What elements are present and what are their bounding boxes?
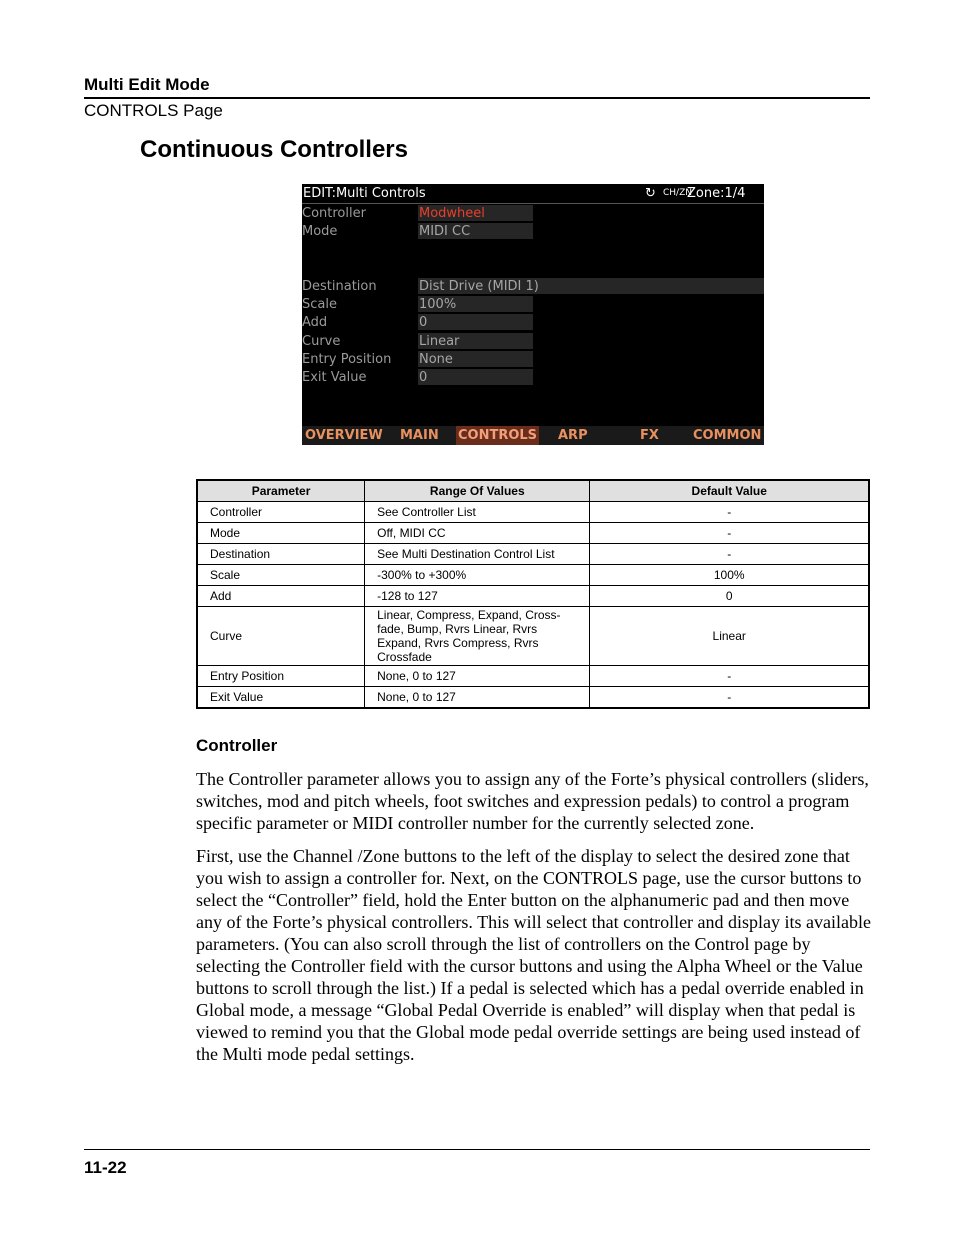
lcd-value: Modwheel bbox=[418, 205, 533, 221]
lcd-label: Mode bbox=[302, 224, 338, 239]
footer-divider bbox=[84, 1149, 870, 1150]
table-cell: Linear, Compress, Expand, Cross-fade, Bump, Rvrs Linear, Rvrs Expand, Rvrs Compress, Rvrs Crossfade bbox=[365, 607, 590, 666]
lcd-label: Add bbox=[302, 315, 328, 330]
table-cell: See Controller List bbox=[365, 502, 590, 523]
column-header: Parameter bbox=[197, 480, 365, 502]
table-cell: None, 0 to 127 bbox=[365, 666, 590, 687]
tab-fx: FX bbox=[640, 428, 659, 443]
table-cell: Mode bbox=[197, 523, 365, 544]
lcd-value: 100% bbox=[418, 296, 533, 312]
paragraph: First, use the Channel /Zone buttons to the left of the display to select the desired zone that you wish to assign a controller for. Next, on the CONTROLS page, use the cursor buttons to select the “Controller” field, hold the Enter button on the alphanumeric pad and then move any of the Forte’s physical controllers. This will select that controller and display its available parameters. (You can also scroll through the list of controllers on the Control page by selecting the Controller field with the cursor buttons and using the Alpha Wheel or the Value buttons to scroll through the list.) If a pedal is selected which has a pedal override enabled in Global mode, a message “Global Pedal Override is enabled” will display when that pedal is viewed to remind you that the Global mode pedal override settings are being used instead of the Multi mode pedal settings. bbox=[196, 846, 871, 1064]
table-cell: -300% to +300% bbox=[365, 565, 590, 586]
table-cell: -128 to 127 bbox=[365, 586, 590, 607]
chapter-title: Multi Edit Mode bbox=[84, 75, 210, 94]
table-row bbox=[197, 502, 869, 523]
lcd-label: Entry Position bbox=[302, 352, 392, 367]
table-cell: Exit Value bbox=[197, 687, 365, 709]
table-cell: Linear bbox=[590, 607, 869, 666]
table-cell: - bbox=[590, 523, 869, 544]
table-row bbox=[197, 565, 869, 586]
parameter-table bbox=[196, 479, 870, 709]
table-cell: Scale bbox=[197, 565, 365, 586]
table-row bbox=[197, 607, 869, 666]
table-row bbox=[197, 666, 869, 687]
table-cell: See Multi Destination Control List bbox=[365, 544, 590, 565]
tab-controls: CONTROLS bbox=[458, 428, 538, 443]
lcd-value: None bbox=[418, 351, 533, 367]
section-title: Continuous Controllers bbox=[140, 136, 408, 163]
channel-zone-icon: CH/ZN bbox=[663, 188, 692, 198]
lcd-label: Exit Value bbox=[302, 370, 367, 385]
lcd-row-destination bbox=[302, 278, 764, 295]
lcd-label: Controller bbox=[302, 206, 366, 221]
table-cell: None, 0 to 127 bbox=[365, 687, 590, 709]
table-cell: - bbox=[590, 502, 869, 523]
table-cell: Curve bbox=[197, 607, 365, 666]
table-cell: - bbox=[590, 687, 869, 709]
lcd-value: Dist Drive (MIDI 1) bbox=[418, 278, 764, 294]
tab-arp: ARP bbox=[558, 428, 588, 443]
tab-common: COMMON bbox=[693, 428, 762, 443]
table-cell: Controller bbox=[197, 502, 365, 523]
table-row bbox=[197, 523, 869, 544]
lcd-value: MIDI CC bbox=[418, 223, 533, 239]
lcd-value: 0 bbox=[418, 314, 533, 330]
column-header: Default Value bbox=[590, 480, 869, 502]
tab-main: MAIN bbox=[400, 428, 439, 443]
table-cell: Entry Position bbox=[197, 666, 365, 687]
table-cell: 100% bbox=[590, 565, 869, 586]
table-row bbox=[197, 586, 869, 607]
table-cell: - bbox=[590, 666, 869, 687]
lcd-title: EDIT:Multi Controls bbox=[303, 186, 426, 201]
lcd-screenshot bbox=[302, 184, 764, 445]
table-cell: Off, MIDI CC bbox=[365, 523, 590, 544]
table-row bbox=[197, 687, 869, 709]
subsection-heading: Controller bbox=[196, 736, 278, 755]
sync-icon: ↻ bbox=[645, 186, 656, 201]
tab-overview: OVERVIEW bbox=[305, 428, 383, 443]
lcd-label: Curve bbox=[302, 334, 341, 349]
table-cell: Destination bbox=[197, 544, 365, 565]
page-number: 11-22 bbox=[84, 1158, 127, 1177]
table-cell: Add bbox=[197, 586, 365, 607]
lcd-zone: Zone:1/4 bbox=[687, 186, 746, 201]
lcd-value: Linear bbox=[418, 333, 533, 349]
table-cell: - bbox=[590, 544, 869, 565]
column-header: Range Of Values bbox=[365, 480, 590, 502]
page-subtitle: CONTROLS Page bbox=[84, 101, 223, 120]
table-cell: 0 bbox=[590, 586, 869, 607]
lcd-title-bar bbox=[302, 184, 764, 204]
lcd-value: 0 bbox=[418, 369, 533, 385]
lcd-label: Destination bbox=[302, 279, 377, 294]
header-divider bbox=[84, 97, 870, 99]
paragraph: The Controller parameter allows you to assign any of the Forte’s physical controllers (sliders, switches, mod and pitch wheels, foot switches and expression pedals) to control a program specific parameter or MIDI controller number for the currently selected zone. bbox=[196, 769, 869, 833]
lcd-label: Scale bbox=[302, 297, 337, 312]
table-header-row bbox=[197, 480, 869, 502]
table-row bbox=[197, 544, 869, 565]
lcd-tab-bar bbox=[302, 426, 764, 445]
